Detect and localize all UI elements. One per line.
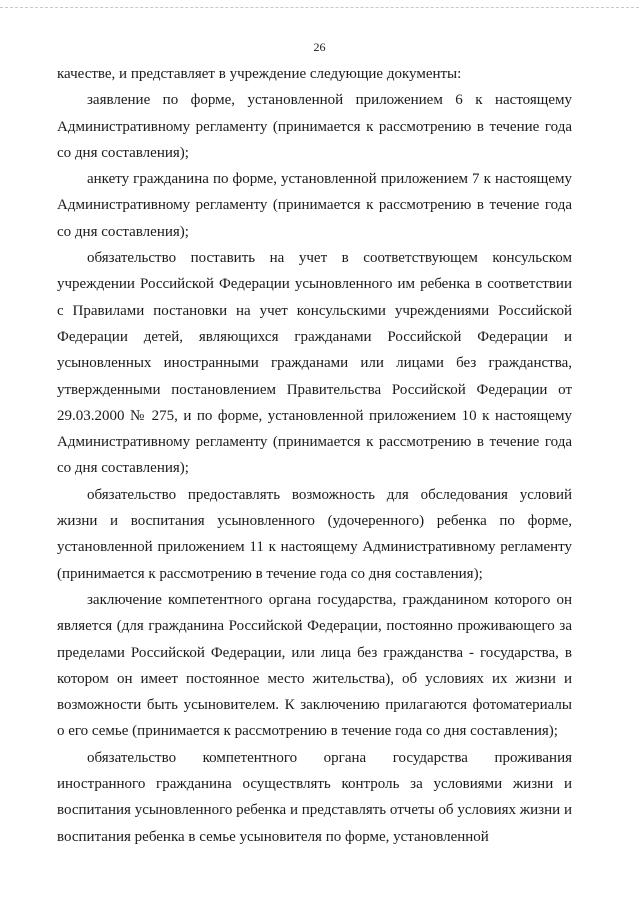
paragraph-competent-authority-conclusion: заключение компетентного органа государства, гражданином которого он является (для гражданина Российской Федерации, постоянно проживающего за пределами Российской Федерации, или лица без гражданства - государства, в котором он имеет постоянное место жительства), об условиях их жизни и возможности быть усыновителем. К заключению прилагаются фотоматериалы о его семье (принимается к рассмотрению в течение года со дня составления); — [57, 591, 572, 740]
paragraph-application-form: заявление по форме, установленной приложением 6 к настоящему Административному регламенту (принимается к рассмотрению в течение года со дня составления); — [57, 92, 572, 161]
paragraph-citizen-questionnaire: анкету гражданина по форме, установленной приложением 7 к настоящему Административному регламенту (принимается к рассмотрению в течение года со дня составления); — [57, 171, 572, 240]
paragraph-consular-registration-obligation: обязательство поставить на учет в соответствующем консульском учреждении Российской Федерации усыновленного им ребенка в соответствии с Правилами постановки на учет консульскими учреждениями Российской Федерации детей, являющихся гражданами Российской Федерации и усыновленных иностранными гражданами или лицами без гражданства, утвержденными постановлением Правительства Российской Федерации от 29.03.2000 № 275, и по форме, установленной приложением 10 к настоящему Административному регламенту (принимается к рассмотрению в течение года со дня составления); — [57, 250, 572, 477]
paragraph-control-obligation: обязательство компетентного органа государства проживания иностранного гражданина осуществлять контроль за условиями жизни и воспитания усыновленного ребенка и представлять отчеты об условиях жизни и воспитания ребенка в семье усыновителя по форме, установленной — [57, 749, 572, 845]
paragraph-continuation: качестве, и представляет в учреждение следующие документы: — [57, 66, 462, 82]
scan-top-edge — [0, 7, 639, 8]
paragraph-inspection-obligation: обязательство предоставлять возможность для обследования условий жизни и воспитания усыновленного (удочеренного) ребенка по форме, установленной приложением 11 к настоящему Административному регламенту (принимается к рассмотрению в течение года со дня составления); — [57, 486, 572, 582]
page-number: 26 — [313, 40, 326, 54]
document-body — [57, 61, 572, 850]
